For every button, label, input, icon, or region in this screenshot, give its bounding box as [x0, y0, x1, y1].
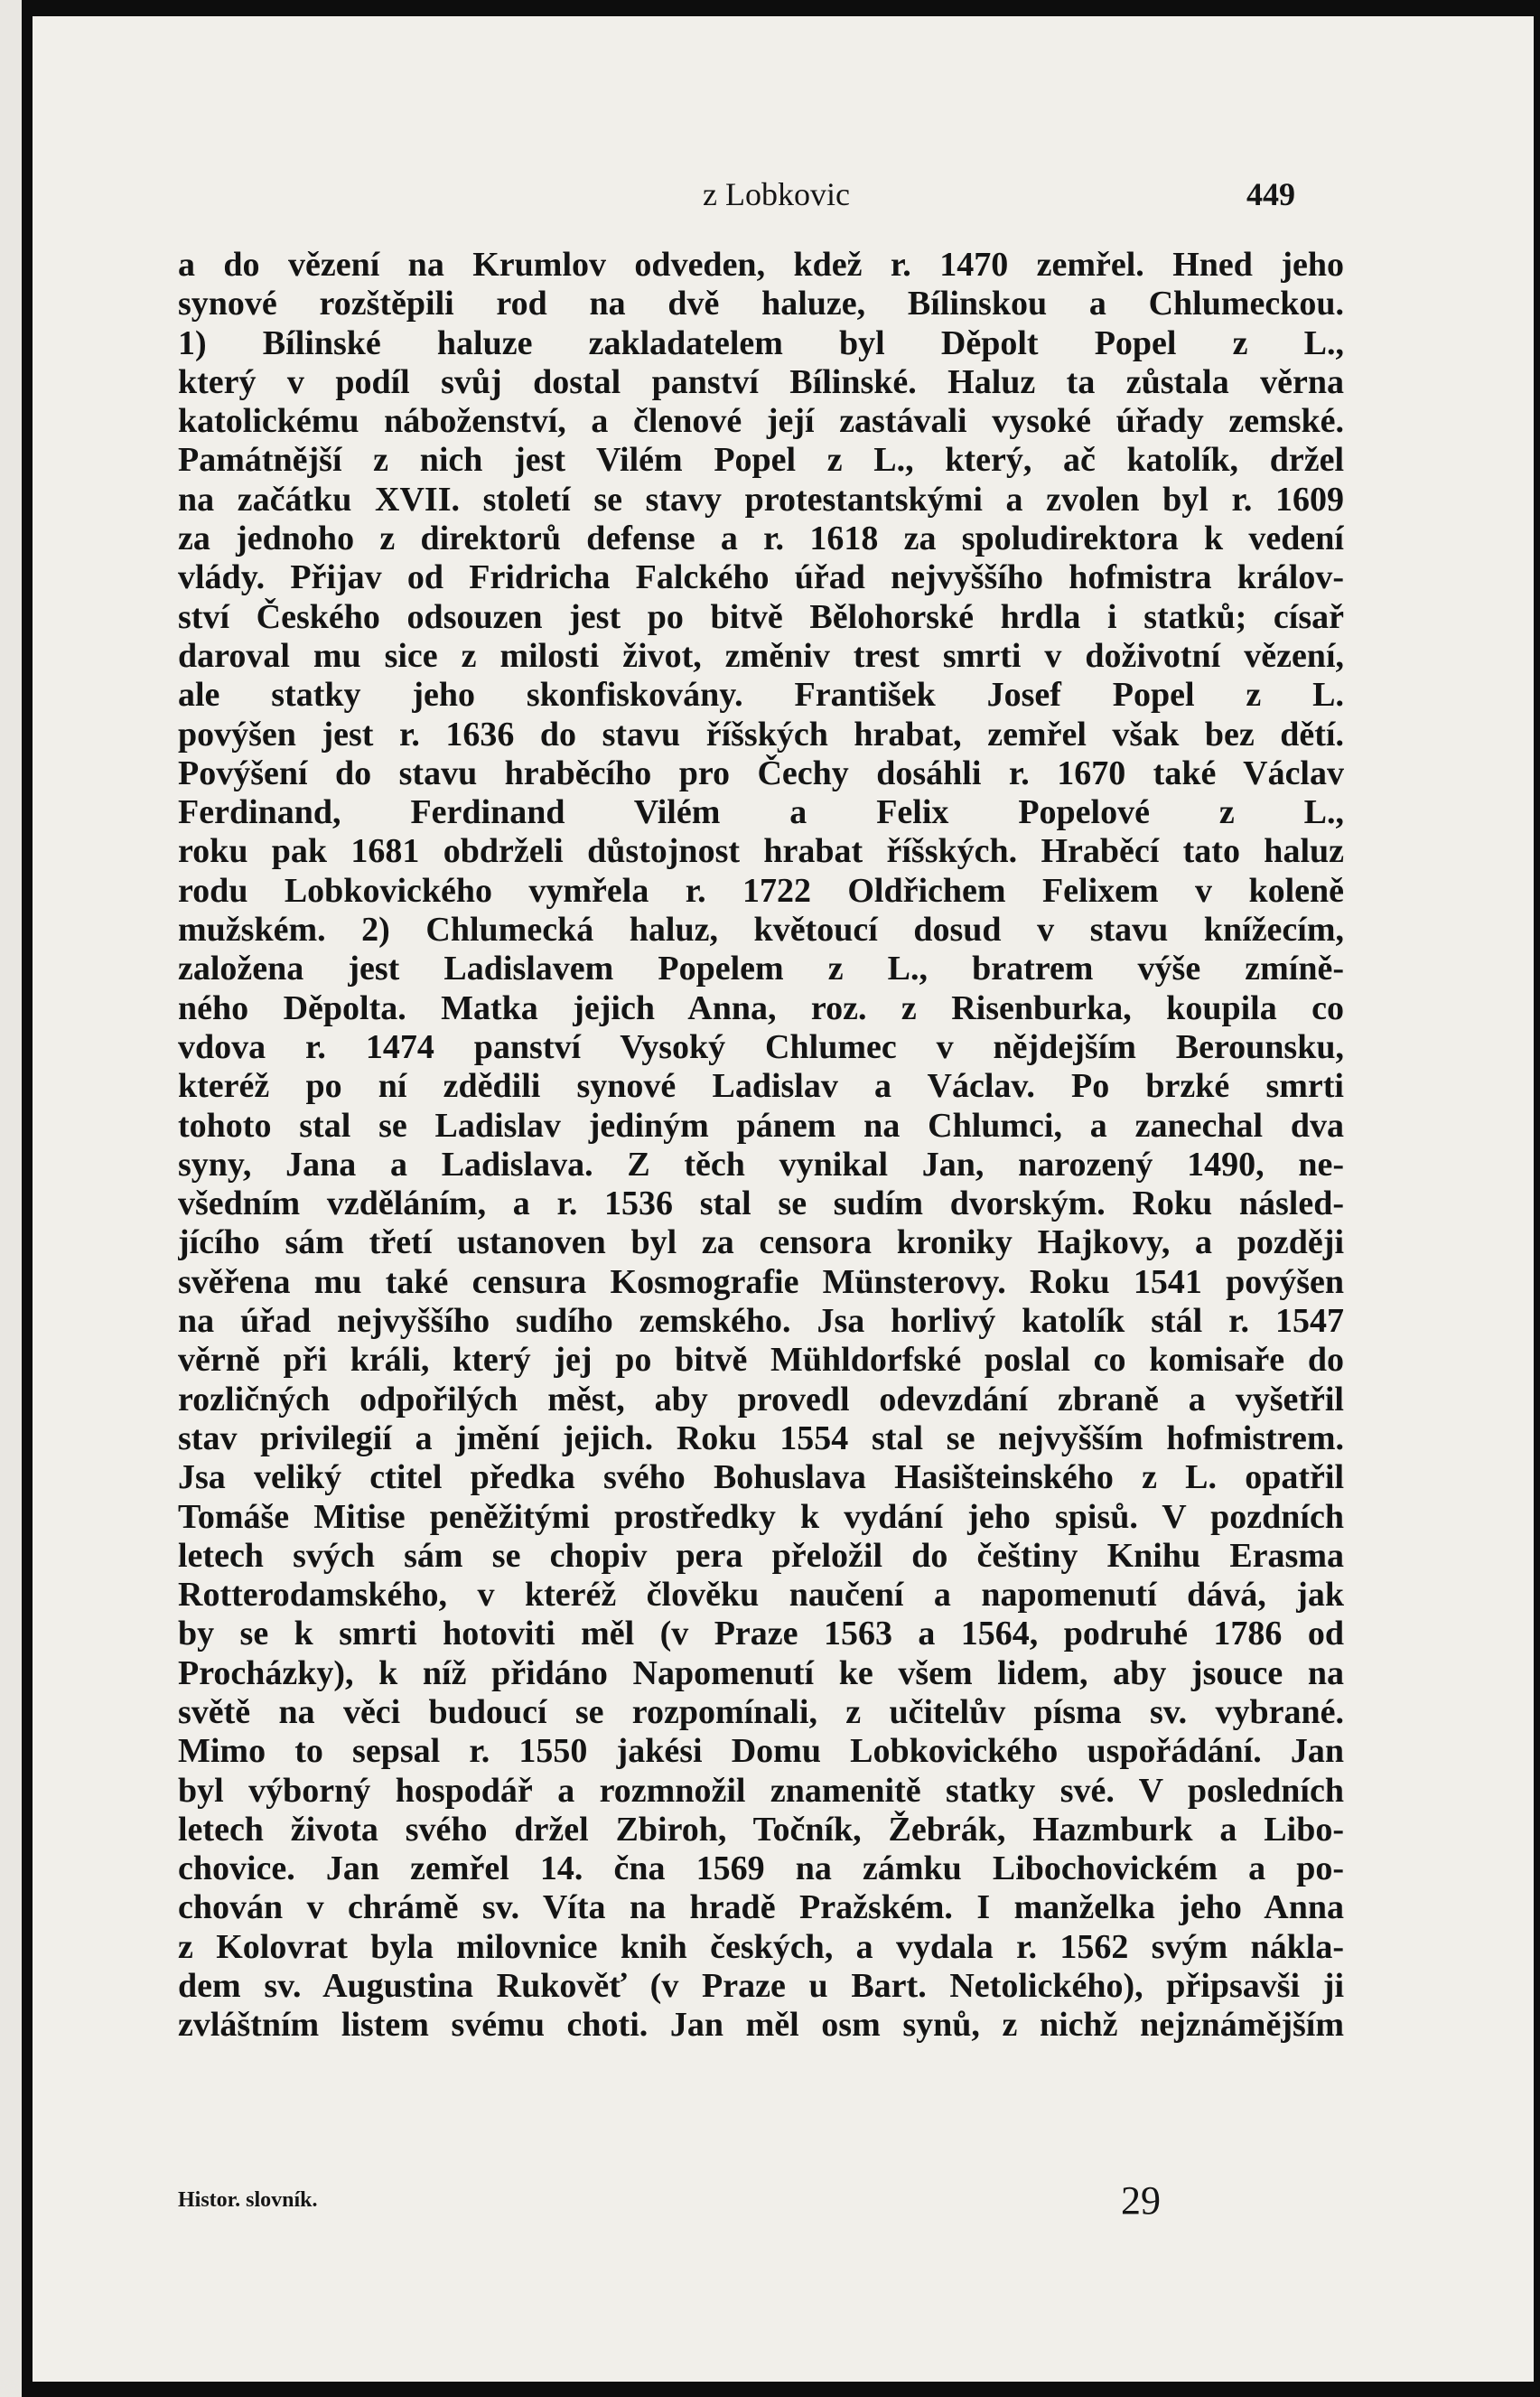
text-line: za jednoho z direktorů defense a r. 1618 za spoludirektora k vedení: [178, 520, 1344, 558]
text-line: svěřena mu také censura Kosmografie Münsterovy. Roku 1541 povýšen: [178, 1262, 1344, 1301]
text-line: katolickému náboženství, a členové její zastávali vysoké úřady zemské.: [178, 402, 1344, 441]
page-number: 449: [1246, 176, 1295, 212]
text-line: letech svých sám se chopiv pera přeložil do češtiny Knihu Erasma: [178, 1536, 1344, 1575]
text-line: jícího sám třetí ustanoven byl za censora kroniky Hajkovy, a později: [178, 1223, 1344, 1262]
text-line: mužském. 2) Chlumecká haluz, květoucí dosud v stavu knížecím,: [178, 911, 1344, 950]
text-line: z Kolovrat byla milovnice knih českých, a vydala r. 1562 svým nákla-: [178, 1927, 1344, 1966]
sheet-number: 29: [1121, 2178, 1161, 2223]
text-line: byl výborný hospodář a rozmnožil znamenitě statky své. V posledních: [178, 1771, 1344, 1810]
text-line: vdova r. 1474 panství Vysoký Chlumec v nějdejším Berounsku,: [178, 1027, 1344, 1066]
page-header: [33, 168, 1534, 222]
text-line: na úřad nejvyššího sudího zemského. Jsa horlivý katolík stál r. 1547: [178, 1302, 1344, 1341]
text-line: věrně při králi, který jej po bitvě Mühldorfské poslal co komisaře do: [178, 1341, 1344, 1380]
body-text: [178, 246, 1344, 2046]
text-line: chovice. Jan zemřel 14. čna 1569 na zámku Libochovickém a po-: [178, 1849, 1344, 1888]
book-page: [33, 16, 1534, 2382]
text-line: všedním vzděláním, a r. 1536 stal se sudím dvorským. Roku násled-: [178, 1184, 1344, 1223]
text-line: 1) Bílinské haluze zakladatelem byl Děpolt Popel z L.,: [178, 323, 1344, 362]
text-line: rozličných odpořilých měst, aby provedl odevzdání zbraně a vyšetřil: [178, 1380, 1344, 1419]
text-line: světě na věci budoucí se rozpomínali, z učitelův písma sv. vybrané.: [178, 1692, 1344, 1731]
text-line: ného Děpolta. Matka jejich Anna, roz. z Risenburka, koupila co: [178, 988, 1344, 1027]
adjacent-page-edge: [0, 0, 22, 2397]
text-line: zvláštním listem svému choti. Jan měl osm synů, z nichž nejznámějším: [178, 2006, 1344, 2045]
text-line: a do vězení na Krumlov odveden, kdež r. 1470 zemřel. Hned jeho: [178, 246, 1344, 284]
text-line: chován v chrámě sv. Víta na hradě Pražském. I manželka jeho Anna: [178, 1888, 1344, 1927]
text-line: stav privilegií a jmění jejich. Roku 1554 stal se nejvyšším hofmistrem.: [178, 1419, 1344, 1457]
text-line: Tomáše Mitise peněžitými prostředky k vydání jeho spisů. V pozdních: [178, 1497, 1344, 1536]
text-line: Rotterodamského, v kteréž člověku naučení a napomenutí dává, jak: [178, 1576, 1344, 1615]
text-line: vlády. Přijav od Fridricha Falckého úřad nejvyššího hofmistra králov-: [178, 558, 1344, 597]
text-line: Mimo to sepsal r. 1550 jakési Domu Lobkovického uspořádání. Jan: [178, 1732, 1344, 1771]
text-line: by se k smrti hotoviti měl (v Praze 1563 a 1564, podruhé 1786 od: [178, 1615, 1344, 1653]
text-line: Památnější z nich jest Vilém Popel z L., který, ač katolík, držel: [178, 441, 1344, 480]
text-line: rodu Lobkovického vymřela r. 1722 Oldřichem Felixem v koleně: [178, 871, 1344, 910]
text-line: synové rozštěpili rod na dvě haluze, Bílinskou a Chlumeckou.: [178, 285, 1344, 323]
text-line: syny, Jana a Ladislava. Z těch vynikal Jan, narozený 1490, ne-: [178, 1145, 1344, 1184]
text-line: Ferdinand, Ferdinand Vilém a Felix Popelové z L.,: [178, 793, 1344, 832]
text-line: kteréž po ní zdědili synové Ladislav a Václav. Po brzké smrti: [178, 1067, 1344, 1106]
text-line: ale statky jeho skonfiskovány. František Josef Popel z L.: [178, 676, 1344, 715]
running-head: z Lobkovic: [703, 176, 850, 212]
page-footer: [33, 2176, 1534, 2230]
text-line: který v podíl svůj dostal panství Bílinské. Haluz ta zůstala věrna: [178, 362, 1344, 401]
text-line: daroval mu sice z milosti život, změniv trest smrti v doživotní vězení,: [178, 636, 1344, 675]
text-line: letech života svého držel Zbiroh, Točník, Žebrák, Hazmburk a Libo-: [178, 1810, 1344, 1849]
text-line: roku pak 1681 obdrželi důstojnost hrabat říšských. Hraběcí tato haluz: [178, 832, 1344, 871]
text-line: povýšen jest r. 1636 do stavu říšských hrabat, zemřel však bez dětí.: [178, 715, 1344, 754]
text-line: tohoto stal se Ladislav jediným pánem na Chlumci, a zanechal dva: [178, 1106, 1344, 1145]
signature-mark: Histor. slovník.: [178, 2188, 318, 2212]
text-line: Procházky), k níž přidáno Napomenutí ke všem lidem, aby jsouce na: [178, 1653, 1344, 1692]
text-line: Povýšení do stavu hraběcího pro Čechy dosáhli r. 1670 také Václav: [178, 754, 1344, 792]
text-line: ství Českého odsouzen jest po bitvě Bělohorské hrdla i statků; císař: [178, 597, 1344, 636]
text-line: dem sv. Augustina Rukověť (v Praze u Bart. Netolického), připsavši ji: [178, 1967, 1344, 2006]
text-line: založena jest Ladislavem Popelem z L., bratrem výše zmíně-: [178, 950, 1344, 988]
text-line: Jsa veliký ctitel předka svého Bohuslava Hasišteinského z L. opatřil: [178, 1458, 1344, 1497]
text-line: na začátku XVII. století se stavy protestantskými a zvolen byl r. 1609: [178, 480, 1344, 519]
